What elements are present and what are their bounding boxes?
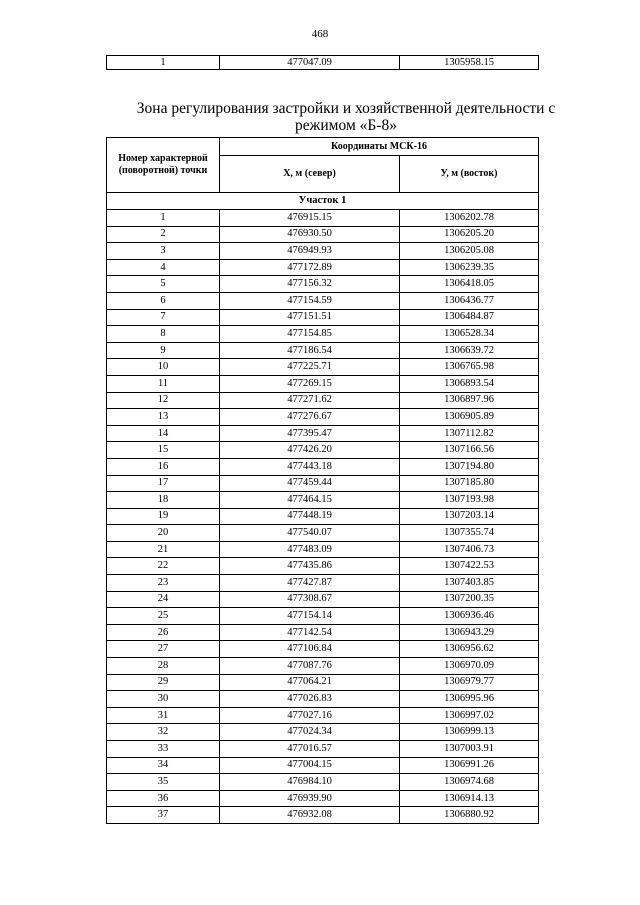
point-number-cell: 10 xyxy=(107,359,220,376)
table-row xyxy=(107,359,539,376)
table-row xyxy=(107,409,539,426)
x-coordinate-cell: 477172.89 xyxy=(220,259,400,276)
point-number-cell: 6 xyxy=(107,292,220,309)
y-coordinate-cell: 1306765.98 xyxy=(400,359,539,376)
table-row xyxy=(107,276,539,293)
table-row xyxy=(107,425,539,442)
y-coordinate-cell: 1307406.73 xyxy=(400,541,539,558)
table-row xyxy=(107,591,539,608)
point-number-cell: 20 xyxy=(107,525,220,542)
section-row xyxy=(107,193,539,210)
x-coordinate-cell: 477464.15 xyxy=(220,492,400,509)
x-coordinate-cell: 477426.20 xyxy=(220,442,400,459)
y-coordinate-cell: 1306418.05 xyxy=(400,276,539,293)
y-coordinate-cell: 1306202.78 xyxy=(400,210,539,227)
table-row xyxy=(107,458,539,475)
x-coordinate-cell: 476984.10 xyxy=(220,774,400,791)
point-number-cell: 12 xyxy=(107,392,220,409)
table-row xyxy=(107,658,539,675)
table-row xyxy=(107,707,539,724)
point-number-cell: 37 xyxy=(107,807,220,824)
point-number-cell: 4 xyxy=(107,259,220,276)
x-coordinate-cell: 477004.15 xyxy=(220,757,400,774)
y-coordinate-cell: 1307193.98 xyxy=(400,492,539,509)
y-coordinate-cell: 1307166.56 xyxy=(400,442,539,459)
table-row xyxy=(107,375,539,392)
x-coordinate-cell: 477225.71 xyxy=(220,359,400,376)
x-coordinate-cell: 477026.83 xyxy=(220,691,400,708)
x-coordinate-cell: 477106.84 xyxy=(220,641,400,658)
point-number-cell: 1 xyxy=(107,210,220,227)
y-coordinate-cell: 1306943.29 xyxy=(400,624,539,641)
table-row xyxy=(107,226,539,243)
y-coordinate-cell: 1307200.35 xyxy=(400,591,539,608)
point-number-cell: 2 xyxy=(107,226,220,243)
point-number-cell: 32 xyxy=(107,724,220,741)
y-coordinate-cell: 1307003.91 xyxy=(400,741,539,758)
x-coordinate-cell: 477435.86 xyxy=(220,558,400,575)
y-coordinate-cell: 1306991.26 xyxy=(400,757,539,774)
y-coordinate-cell: 1306897.96 xyxy=(400,392,539,409)
y-coordinate-cell: 1306239.35 xyxy=(400,259,539,276)
point-number-cell: 27 xyxy=(107,641,220,658)
table-row xyxy=(107,674,539,691)
x-coordinate-cell: 477154.59 xyxy=(220,292,400,309)
point-number-cell: 28 xyxy=(107,658,220,675)
table-row xyxy=(107,442,539,459)
y-column-header: У, м (восток) xyxy=(400,156,539,193)
y-coordinate-cell: 1307112.82 xyxy=(400,425,539,442)
x-coordinate-cell: 477443.18 xyxy=(220,458,400,475)
point-number-cell: 16 xyxy=(107,458,220,475)
x-coordinate-cell: 476949.93 xyxy=(220,243,400,260)
continuation-table xyxy=(106,55,539,70)
point-number-cell: 11 xyxy=(107,375,220,392)
y-coordinate-cell: 1306880.92 xyxy=(400,807,539,824)
table-row xyxy=(107,624,539,641)
point-number-cell: 15 xyxy=(107,442,220,459)
point-number-cell: 5 xyxy=(107,276,220,293)
y-coordinate-cell: 1306205.20 xyxy=(400,226,539,243)
table-row xyxy=(107,641,539,658)
point-number-cell: 25 xyxy=(107,608,220,625)
point-number-cell: 3 xyxy=(107,243,220,260)
y-coordinate-cell: 1306893.54 xyxy=(400,375,539,392)
table-row xyxy=(107,243,539,260)
coordinates-header: Координаты МСК-16 xyxy=(220,138,539,156)
x-coordinate-cell: 477459.44 xyxy=(220,475,400,492)
y-coordinate-cell: 1306436.77 xyxy=(400,292,539,309)
coordinates-table xyxy=(106,137,539,824)
x-coordinate-cell: 477064.21 xyxy=(220,674,400,691)
x-coordinate-cell: 477156.32 xyxy=(220,276,400,293)
point-number-cell: 36 xyxy=(107,790,220,807)
x-coordinate-cell: 477427.87 xyxy=(220,575,400,592)
table-row xyxy=(107,541,539,558)
y-coordinate-cell: 1306956.62 xyxy=(400,641,539,658)
x-coordinate-cell: 477269.15 xyxy=(220,375,400,392)
y-coordinate-cell: 1306997.02 xyxy=(400,707,539,724)
y-coordinate-cell: 1306914.13 xyxy=(400,790,539,807)
point-number-header: Номер характерной (поворотной) точки xyxy=(107,138,220,193)
page-number: 468 xyxy=(311,28,329,40)
table-row xyxy=(107,790,539,807)
y-coordinate-cell: 1306979.77 xyxy=(400,674,539,691)
point-number-cell: 9 xyxy=(107,342,220,359)
x-coordinate-cell: 477151.51 xyxy=(220,309,400,326)
table-row xyxy=(107,807,539,824)
y-coordinate-cell: 1306970.09 xyxy=(400,658,539,675)
x-coordinate-cell: 477154.14 xyxy=(220,608,400,625)
x-coordinate-cell: 477483.09 xyxy=(220,541,400,558)
y-coordinate-cell: 1307185.80 xyxy=(400,475,539,492)
section-label: Участок 1 xyxy=(107,193,539,210)
table-row xyxy=(107,525,539,542)
point-number-cell: 22 xyxy=(107,558,220,575)
table-row xyxy=(107,309,539,326)
table-row xyxy=(107,492,539,509)
table-row xyxy=(107,475,539,492)
x-coordinate-cell: 477016.57 xyxy=(220,741,400,758)
point-number-cell: 1 xyxy=(107,56,220,70)
y-coordinate-cell: 1307403.85 xyxy=(400,575,539,592)
point-number-cell: 24 xyxy=(107,591,220,608)
point-number-cell: 19 xyxy=(107,508,220,525)
table-row xyxy=(107,558,539,575)
x-coordinate-cell: 477142.54 xyxy=(220,624,400,641)
table-row xyxy=(107,691,539,708)
y-coordinate-cell: 1306639.72 xyxy=(400,342,539,359)
x-coordinate-cell: 477087.76 xyxy=(220,658,400,675)
x-coordinate-cell: 477276.67 xyxy=(220,409,400,426)
point-number-cell: 34 xyxy=(107,757,220,774)
table-row xyxy=(107,292,539,309)
x-coordinate-cell: 477395.47 xyxy=(220,425,400,442)
y-coordinate-cell: 1307194.80 xyxy=(400,458,539,475)
point-number-cell: 26 xyxy=(107,624,220,641)
point-number-cell: 23 xyxy=(107,575,220,592)
x-column-header: X, м (север) xyxy=(220,156,400,193)
point-number-cell: 7 xyxy=(107,309,220,326)
y-coordinate-cell: 1305958.15 xyxy=(400,56,539,70)
x-coordinate-cell: 477027.16 xyxy=(220,707,400,724)
y-coordinate-cell: 1306936.46 xyxy=(400,608,539,625)
x-coordinate-cell: 476932.08 xyxy=(220,807,400,824)
x-coordinate-cell: 477154.85 xyxy=(220,326,400,343)
x-coordinate-cell: 477047.09 xyxy=(220,56,400,70)
y-coordinate-cell: 1307422.53 xyxy=(400,558,539,575)
y-coordinate-cell: 1306205.08 xyxy=(400,243,539,260)
y-coordinate-cell: 1306974.68 xyxy=(400,774,539,791)
table-row xyxy=(107,741,539,758)
point-number-cell: 14 xyxy=(107,425,220,442)
x-coordinate-cell: 476939.90 xyxy=(220,790,400,807)
point-number-cell: 29 xyxy=(107,674,220,691)
y-coordinate-cell: 1306999.13 xyxy=(400,724,539,741)
table-row xyxy=(107,575,539,592)
header-row xyxy=(107,138,539,156)
x-coordinate-cell: 476915.15 xyxy=(220,210,400,227)
table-row xyxy=(107,757,539,774)
x-coordinate-cell: 477308.67 xyxy=(220,591,400,608)
table-row xyxy=(107,342,539,359)
table-row xyxy=(107,56,539,70)
point-number-cell: 17 xyxy=(107,475,220,492)
table-row xyxy=(107,608,539,625)
table-row xyxy=(107,326,539,343)
point-number-cell: 8 xyxy=(107,326,220,343)
point-number-cell: 30 xyxy=(107,691,220,708)
x-coordinate-cell: 477271.62 xyxy=(220,392,400,409)
x-coordinate-cell: 477540.07 xyxy=(220,525,400,542)
y-coordinate-cell: 1306995.96 xyxy=(400,691,539,708)
y-coordinate-cell: 1307203.14 xyxy=(400,508,539,525)
y-coordinate-cell: 1306528.34 xyxy=(400,326,539,343)
y-coordinate-cell: 1306905.89 xyxy=(400,409,539,426)
table-row xyxy=(107,774,539,791)
y-coordinate-cell: 1306484.87 xyxy=(400,309,539,326)
y-coordinate-cell: 1307355.74 xyxy=(400,525,539,542)
point-number-cell: 18 xyxy=(107,492,220,509)
point-number-cell: 13 xyxy=(107,409,220,426)
table-row xyxy=(107,210,539,227)
x-coordinate-cell: 477448.19 xyxy=(220,508,400,525)
table-row xyxy=(107,724,539,741)
point-number-cell: 21 xyxy=(107,541,220,558)
table-row xyxy=(107,259,539,276)
point-number-cell: 35 xyxy=(107,774,220,791)
x-coordinate-cell: 477186.54 xyxy=(220,342,400,359)
zone-title: Зона регулирования застройки и хозяйственной деятельности с режимом «Б-8» xyxy=(136,100,556,134)
table-row xyxy=(107,392,539,409)
point-number-cell: 33 xyxy=(107,741,220,758)
point-number-cell: 31 xyxy=(107,707,220,724)
x-coordinate-cell: 476930.50 xyxy=(220,226,400,243)
x-coordinate-cell: 477024.34 xyxy=(220,724,400,741)
table-row xyxy=(107,508,539,525)
